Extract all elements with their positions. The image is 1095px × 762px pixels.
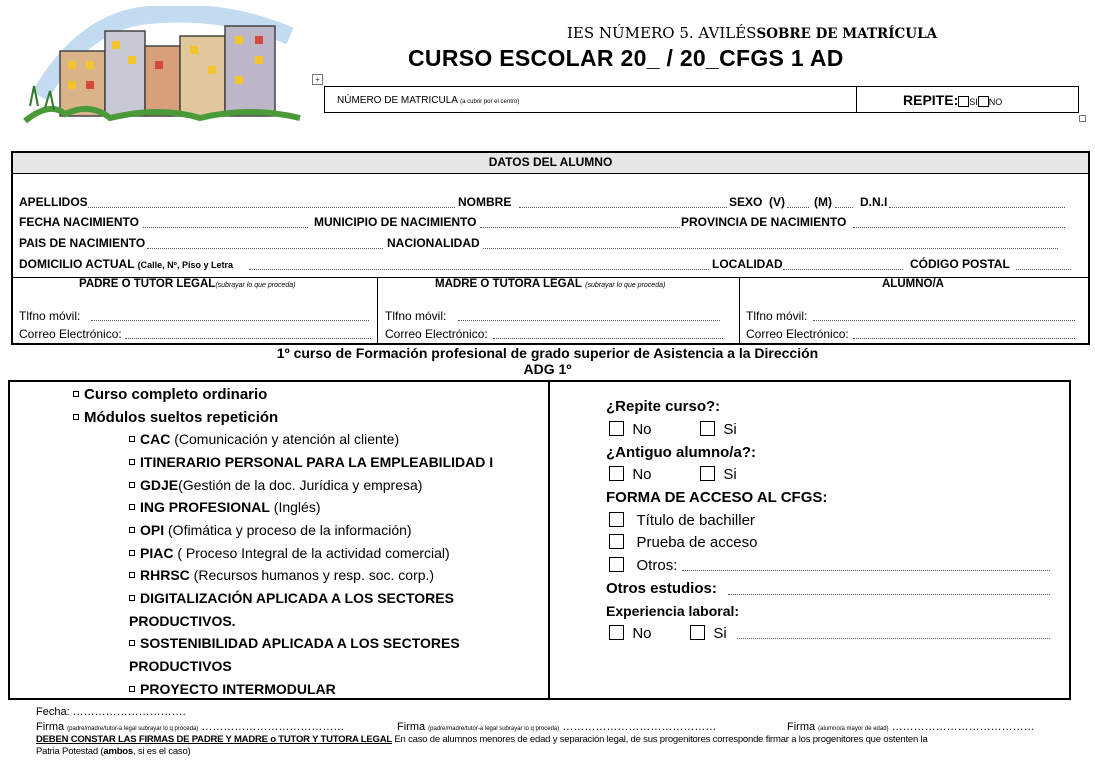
module-cac[interactable] bbox=[129, 431, 399, 447]
matricula-note: (a cubrir por el centro) bbox=[460, 99, 520, 105]
module-desc: (Recursos humanos y resp. soc. corp.) bbox=[189, 567, 435, 583]
legal-warning-line2a: Patria Potestad ( bbox=[36, 746, 104, 757]
module-code: ITINERARIO PERSONAL PARA LA EMPLEABILIDAD I bbox=[140, 454, 494, 470]
firma-padre-label: Firma bbox=[36, 721, 65, 733]
mother-email-field[interactable] bbox=[493, 338, 723, 339]
father-email-field[interactable] bbox=[125, 338, 371, 339]
apellidos-field[interactable] bbox=[88, 207, 455, 208]
option-modules-label: Módulos sueltos repetición bbox=[84, 409, 279, 426]
module-sostenibilidad[interactable] bbox=[129, 635, 460, 651]
sexo-m-field[interactable] bbox=[835, 207, 853, 208]
module-desc: (Gestión de la doc. Jurídica y empresa) bbox=[178, 477, 423, 493]
dni-field[interactable] bbox=[889, 207, 1065, 208]
codigo-postal-field[interactable] bbox=[1016, 269, 1071, 270]
student-email-label: Correo Electrónico: bbox=[746, 327, 849, 341]
mother-phone-field[interactable] bbox=[458, 320, 720, 321]
school-name: IES NÚMERO 5. AVILÉS bbox=[567, 24, 757, 42]
repite-si-checkbox[interactable] bbox=[958, 96, 969, 107]
module-proyecto[interactable] bbox=[129, 681, 336, 697]
codigo-postal-label: CÓDIGO POSTAL bbox=[910, 257, 1010, 271]
titulo-checkbox[interactable] bbox=[609, 512, 624, 527]
legal-warning-text: En caso de alumnos menores de edad y separación legal, de sus progenitores corresponde firmar a los progenitores que ostenten la bbox=[391, 734, 928, 745]
firma-padre-dots[interactable]: ………………………………… bbox=[201, 721, 345, 733]
student-phone-field[interactable] bbox=[813, 320, 1075, 321]
student-email-field[interactable] bbox=[853, 338, 1075, 339]
municipio-field[interactable] bbox=[480, 227, 680, 228]
module-code: PIAC bbox=[140, 545, 174, 561]
fecha-nacimiento-label: FECHA NACIMIENTO bbox=[19, 215, 139, 229]
module-sostenibilidad-line2: PRODUCTIVOS bbox=[129, 658, 232, 674]
antiguo-si-text: Si bbox=[723, 466, 737, 483]
repite-no-checkbox[interactable] bbox=[978, 96, 989, 107]
sexo-v-option[interactable]: (V) bbox=[769, 195, 786, 209]
otros-estudios-field[interactable] bbox=[728, 594, 1050, 595]
course-title: 1º curso de Formación profesional de grado superior de Asistencia a la Dirección bbox=[276, 345, 819, 361]
firma-padre-note: (padre/madre/tutor-a legal subrayar lo q proceda) bbox=[67, 726, 199, 732]
module-ing[interactable] bbox=[129, 499, 320, 515]
provincia-field[interactable] bbox=[853, 227, 1065, 228]
module-digitalizacion-line2: PRODUCTIVOS. bbox=[129, 613, 236, 629]
student-section-title: DATOS DEL ALUMNO bbox=[13, 153, 1088, 174]
nombre-label: NOMBRE bbox=[458, 195, 512, 209]
module-code: OPI bbox=[140, 522, 165, 538]
nacionalidad-label: NACIONALIDAD bbox=[387, 236, 480, 250]
nacionalidad-field[interactable] bbox=[483, 248, 1058, 249]
module-itinerario[interactable] bbox=[129, 454, 493, 470]
module-rhrsc[interactable] bbox=[129, 567, 434, 583]
envelope-title: SOBRE DE MATRÍCULA bbox=[756, 26, 938, 42]
domicilio-note: (Calle, Nº, Piso y Letra bbox=[137, 260, 233, 270]
otros-field[interactable] bbox=[682, 570, 1050, 571]
firma-padre bbox=[36, 721, 344, 733]
repite-label: REPITE: bbox=[903, 92, 959, 108]
sexo-label: SEXO bbox=[729, 195, 763, 209]
experiencia-label: Experiencia laboral: bbox=[606, 603, 740, 619]
module-digitalizacion[interactable] bbox=[129, 590, 454, 606]
module-code: CAC bbox=[140, 431, 171, 447]
mother-email-label: Correo Electrónico: bbox=[385, 327, 488, 341]
antiguo-no-checkbox[interactable] bbox=[609, 466, 624, 481]
localidad-field[interactable] bbox=[783, 269, 903, 270]
firma-alumno-label: Firma bbox=[787, 721, 816, 733]
repite-si-text: Si bbox=[723, 421, 737, 438]
prueba-checkbox[interactable] bbox=[609, 534, 624, 549]
resize-handle-icon[interactable] bbox=[1079, 115, 1086, 122]
dni-label: D.N.I bbox=[860, 195, 888, 209]
otros-text: Otros: bbox=[636, 557, 678, 574]
enrollment-section bbox=[8, 380, 1071, 700]
repite-no-text: No bbox=[632, 421, 652, 438]
module-opi[interactable] bbox=[129, 522, 412, 538]
father-email-label: Correo Electrónico: bbox=[19, 327, 122, 341]
matricula-label: NÚMERO DE MATRICULA bbox=[337, 95, 458, 106]
firma-madre-label: Firma bbox=[397, 721, 426, 733]
option-full-course[interactable] bbox=[73, 386, 267, 403]
experiencia-field[interactable] bbox=[737, 638, 1050, 639]
father-phone-label: Tlfno móvil: bbox=[19, 309, 81, 323]
option-modules[interactable] bbox=[73, 409, 278, 426]
contact-father-title: PADRE O TUTOR LEGAL bbox=[79, 278, 216, 290]
contact-mother-note: (subrayar lo que proceda) bbox=[585, 282, 666, 289]
firma-alumno-dots[interactable]: ………………………………… bbox=[891, 721, 1035, 733]
repite-no-label: NO bbox=[988, 97, 1003, 107]
matricula-box bbox=[324, 86, 1079, 113]
option-full-course-label: Curso completo ordinario bbox=[84, 386, 268, 403]
pais-label: PAIS DE NACIMIENTO bbox=[19, 236, 146, 250]
forma-acceso-title: FORMA DE ACCESO AL CFGS: bbox=[606, 489, 828, 506]
prueba-text: Prueba de acceso bbox=[636, 534, 758, 551]
repite-no-checkbox-2[interactable] bbox=[609, 421, 624, 436]
domicilio-label: DOMICILIO ACTUAL bbox=[19, 257, 135, 271]
firma-madre-note: (padre/madre/tutor-a legal subrayar lo q proceda) bbox=[428, 726, 560, 732]
sexo-m-option[interactable]: (M) bbox=[814, 195, 832, 209]
student-data-section bbox=[11, 151, 1090, 345]
domicilio-field[interactable] bbox=[249, 269, 709, 270]
contact-mother-title: MADRE O TUTORA LEGAL bbox=[435, 278, 582, 290]
module-digitalizacion-label: DIGITALIZACIÓN APLICADA A LOS SECTORES bbox=[140, 590, 454, 606]
municipio-label: MUNICIPIO DE NACIMIENTO bbox=[314, 215, 477, 229]
provincia-label: PROVINCIA DE NACIMIENTO bbox=[681, 215, 847, 229]
module-proyecto-label: PROYECTO INTERMODULAR bbox=[140, 681, 336, 697]
experiencia-si-checkbox[interactable] bbox=[690, 625, 705, 640]
legal-warning-bold: DEBEN CONSTAR LAS FIRMAS DE PADRE Y MADRE o TUTOR Y TUTORA LEGAL bbox=[36, 734, 392, 745]
module-piac[interactable] bbox=[129, 545, 450, 561]
module-desc: (Inglés) bbox=[269, 499, 321, 515]
module-code: ING PROFESIONAL bbox=[140, 499, 270, 515]
contact-father bbox=[79, 278, 295, 290]
module-code: GDJE bbox=[140, 477, 179, 493]
legal-warning-line2b: ambos bbox=[103, 746, 133, 757]
experiencia-no-text: No bbox=[632, 625, 652, 642]
experiencia-no-checkbox[interactable] bbox=[609, 625, 624, 640]
nombre-field[interactable] bbox=[519, 207, 727, 208]
module-desc: (Comunicación y atención al cliente) bbox=[170, 431, 400, 447]
module-desc: (Ofimática y proceso de la información) bbox=[164, 522, 412, 538]
fecha-line[interactable]: Fecha: …………………………. bbox=[36, 706, 186, 718]
contact-student-title: ALUMNO/A bbox=[882, 278, 944, 290]
contact-mother bbox=[435, 278, 665, 290]
school-heading bbox=[567, 24, 937, 42]
sexo-v-field[interactable] bbox=[787, 207, 809, 208]
repite-si-label: SI bbox=[969, 97, 978, 107]
localidad-label: LOCALIDAD bbox=[712, 257, 783, 271]
firma-alumno-note: (alumno/a mayor de edad) bbox=[818, 726, 889, 732]
module-desc: ( Proceso Integral de la actividad comercial) bbox=[173, 545, 450, 561]
antiguo-question: ¿Antiguo alumno/a?: bbox=[606, 444, 756, 461]
contact-father-note: (subrayar lo que proceda) bbox=[215, 282, 296, 289]
otros-checkbox[interactable] bbox=[609, 557, 624, 572]
otros-estudios-label: Otros estudios: bbox=[606, 580, 717, 597]
antiguo-no-text: No bbox=[632, 466, 652, 483]
school-drawing-logo bbox=[20, 6, 305, 128]
firma-madre-dots[interactable]: …………………………………… bbox=[562, 721, 717, 733]
module-code: RHRSC bbox=[140, 567, 190, 583]
repite-si-checkbox-2[interactable] bbox=[700, 421, 715, 436]
course-code: ADG 1º bbox=[523, 361, 572, 377]
legal-warning bbox=[36, 734, 1094, 758]
module-sostenibilidad-label: SOSTENIBILIDAD APLICADA A LOS SECTORES bbox=[140, 635, 460, 651]
fecha-nacimiento-field[interactable] bbox=[143, 227, 308, 228]
legal-warning-line2c: , si es el caso) bbox=[132, 746, 191, 757]
apellidos-label: APELLIDOS bbox=[19, 195, 88, 209]
firma-madre bbox=[397, 721, 716, 733]
mother-phone-label: Tlfno móvil: bbox=[385, 309, 447, 323]
antiguo-si-checkbox[interactable] bbox=[700, 466, 715, 481]
titulo-text: Título de bachiller bbox=[636, 512, 755, 529]
firma-alumno bbox=[787, 721, 1035, 733]
experiencia-si-text: Si bbox=[713, 625, 727, 642]
course-year-title: CURSO ESCOLAR 20_ / 20_CFGS 1 AD bbox=[408, 45, 844, 71]
move-handle-icon[interactable]: + bbox=[312, 74, 323, 85]
repite-question: ¿Repite curso?: bbox=[606, 398, 721, 415]
pais-field[interactable] bbox=[147, 248, 383, 249]
father-phone-field[interactable] bbox=[91, 320, 369, 321]
student-phone-label: Tlfno móvil: bbox=[746, 309, 808, 323]
module-gdje[interactable] bbox=[129, 477, 422, 493]
